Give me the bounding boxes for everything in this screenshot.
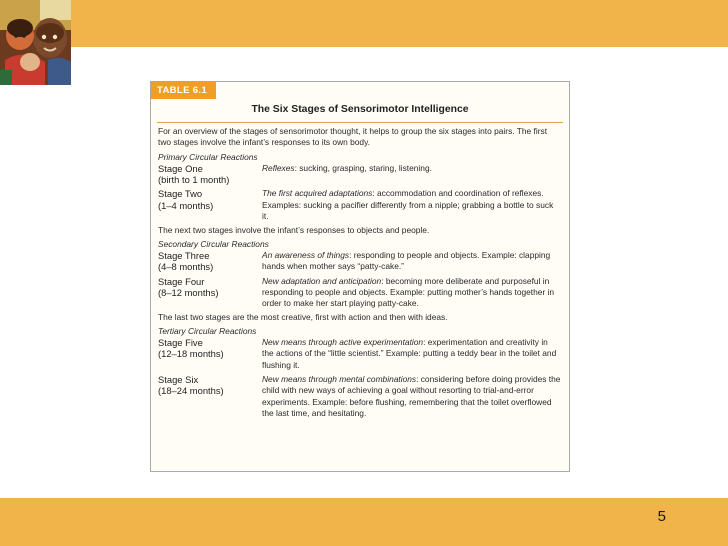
- table-intro: For an overview of the stages of sensorimotor thought, it helps to group the six stages into pairs. The first two stages involve the infant’s responses to its own body.: [158, 126, 548, 148]
- table-label: TABLE 6.1: [151, 82, 216, 99]
- stage-age: (8–12 months): [158, 286, 219, 298]
- stage-name: Stage Five: [158, 337, 203, 349]
- stage-name: Stage One: [158, 162, 203, 174]
- stage-description: : sucking, grasping, staring, listening.: [294, 162, 432, 173]
- group-heading-tertiary: Tertiary Circular Reactions: [158, 325, 257, 336]
- stage-age: (12–18 months): [158, 348, 224, 360]
- stage-row: [158, 276, 561, 310]
- group-heading-primary: Primary Circular Reactions: [158, 151, 258, 162]
- stage-term: New adaptation and anticipation: [262, 275, 382, 286]
- table-6-1: [150, 81, 570, 472]
- stage-name: Stage Four: [158, 275, 205, 287]
- slide-number: 5: [657, 508, 666, 525]
- stage-term: Reflexes: [262, 162, 295, 173]
- stage-description: : considering before doing provides the child with new ways of achieving a goal without resorting to trial-and-error experiments. Example: before flushing, remembering that the toilet overflowed the last time, and hesitating.: [262, 373, 561, 418]
- stage-term: New means through mental combinations: [262, 373, 417, 384]
- stage-name: Stage Three: [158, 249, 210, 261]
- stage-age: (birth to 1 month): [158, 174, 230, 186]
- stage-row: [158, 188, 561, 222]
- stage-name: Stage Two: [158, 188, 203, 200]
- stage-row: [158, 374, 561, 419]
- stage-term: New means through active experimentation: [262, 337, 424, 348]
- table-content: [158, 126, 561, 422]
- stage-name: Stage Six: [158, 373, 199, 385]
- title-divider: [157, 122, 563, 123]
- stage-row: [158, 163, 561, 186]
- stage-age: (1–4 months): [158, 199, 214, 211]
- stage-description: : experimentation and creativity in the actions of the “little scientist.” Example: putting a teddy bear in the toilet and flushing it.: [262, 337, 557, 370]
- stage-row: [158, 337, 561, 371]
- stage-description: : becoming more deliberate and purposeful in responding to people and objects. Example: putting mother’s hands together in order to make her start playing patty-cake.: [262, 275, 555, 309]
- stage-age: (4–8 months): [158, 261, 214, 273]
- stage-description: : responding to people and objects. Example: clapping hands when mother says “patty-cake.”: [262, 249, 551, 272]
- stage-row: [158, 250, 561, 273]
- group-heading-secondary: Secondary Circular Reactions: [158, 238, 269, 249]
- family-painting: [0, 0, 71, 85]
- stage-description: : accommodation and coordination of reflexes. Examples: sucking a pacifier differently from a nipple; grabbing a bottle to suck it.: [262, 188, 554, 222]
- stage-term: An awareness of things: [262, 249, 350, 260]
- bottom-banner: [0, 498, 728, 546]
- top-banner: [0, 0, 728, 47]
- transition-text: The last two stages are the most creative, first with action and then with ideas.: [158, 312, 448, 323]
- stage-age: (18–24 months): [158, 385, 224, 397]
- stage-term: The first acquired adaptations: [262, 188, 373, 199]
- transition-text: The next two stages involve the infant’s responses to objects and people.: [158, 225, 430, 236]
- table-title: The Six Stages of Sensorimotor Intelligence: [251, 104, 469, 115]
